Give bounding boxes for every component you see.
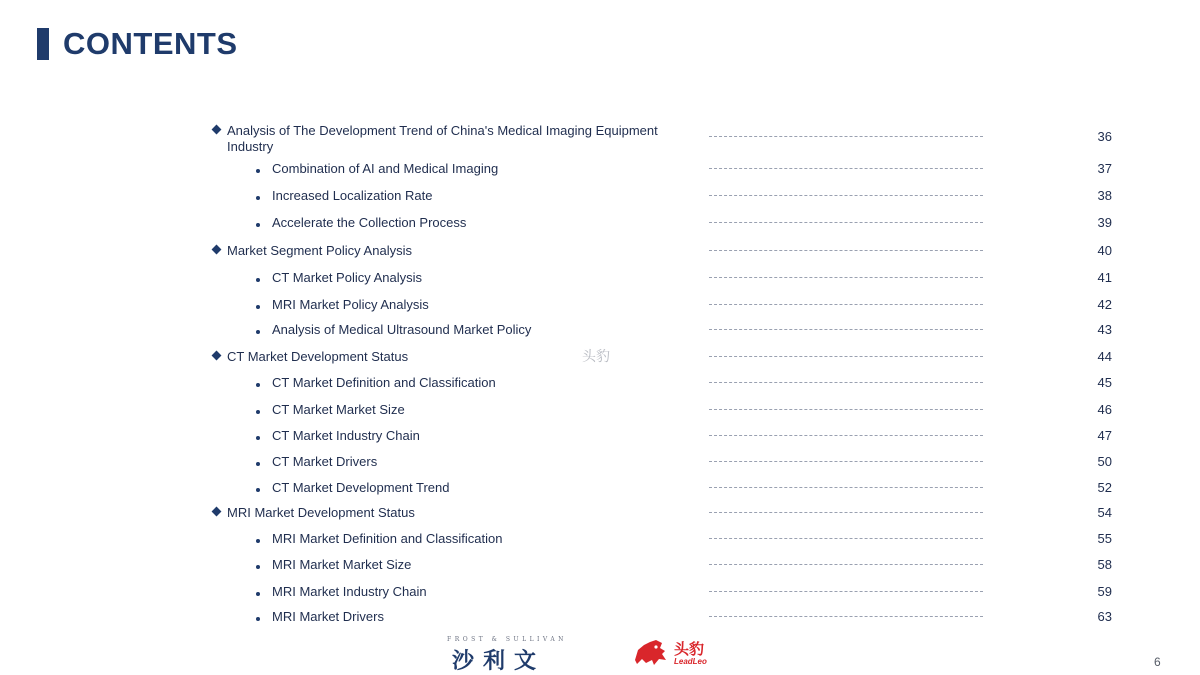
toc-entry-label: CT Market Policy Analysis: [272, 270, 423, 285]
toc-entry-label: Increased Localization Rate: [272, 188, 433, 203]
dot-bullet-icon: [256, 330, 260, 334]
toc-page-number: 37: [1097, 161, 1112, 176]
diamond-bullet-icon: [212, 507, 222, 517]
toc-page-number: 54: [1097, 505, 1112, 520]
toc-subsection-row[interactable]: [0, 584, 1200, 610]
dot-bullet-icon: [256, 462, 260, 466]
toc-page-number: 52: [1097, 480, 1112, 495]
toc-section-row[interactable]: [0, 505, 1200, 531]
toc-entry-label: MRI Market Market Size: [272, 557, 412, 572]
diamond-bullet-icon: [212, 351, 222, 361]
dot-bullet-icon: [256, 617, 260, 621]
toc-entry-label: CT Market Development Status: [227, 349, 409, 364]
page-number: 6: [1154, 655, 1161, 669]
dot-bullet-icon: [256, 565, 260, 569]
toc-subsection-row[interactable]: [0, 270, 1200, 296]
toc-entry-label: MRI Market Policy Analysis: [272, 297, 429, 312]
dotted-leader: [709, 512, 983, 513]
toc-subsection-row[interactable]: [0, 215, 1200, 241]
dot-bullet-icon: [256, 592, 260, 596]
dotted-leader: [709, 222, 983, 223]
dotted-leader: [709, 277, 983, 278]
toc-entry-label: CT Market Definition and Classification: [272, 375, 496, 390]
frost-sullivan-logo-cn: 沙利文: [452, 648, 546, 673]
dotted-leader: [709, 409, 983, 410]
toc-page-number: 39: [1097, 215, 1112, 230]
diamond-bullet-icon: [212, 245, 222, 255]
dot-bullet-icon: [256, 410, 260, 414]
dotted-leader: [709, 195, 983, 196]
toc-entry-label: Combination of AI and Medical Imaging: [272, 161, 499, 176]
toc-entry-label: Analysis of Medical Ultrasound Market Policy: [272, 322, 532, 337]
toc-subsection-row[interactable]: [0, 188, 1200, 214]
diamond-bullet-icon: [212, 125, 222, 135]
dotted-leader: [709, 538, 983, 539]
toc-subsection-row[interactable]: [0, 531, 1200, 557]
toc-entry-label: Accelerate the Collection Process: [272, 215, 467, 230]
dotted-leader: [709, 329, 983, 330]
toc-page-number: 38: [1097, 188, 1112, 203]
toc-page-number: 45: [1097, 375, 1112, 390]
toc-page-number: 47: [1097, 428, 1112, 443]
dotted-leader: [709, 616, 983, 617]
dotted-leader: [709, 382, 983, 383]
toc-page-number: 46: [1097, 402, 1112, 417]
dot-bullet-icon: [256, 539, 260, 543]
page-title: CONTENTS: [63, 26, 238, 61]
toc-entry-label: CT Market Market Size: [272, 402, 405, 417]
toc-subsection-row[interactable]: [0, 322, 1200, 348]
toc-section-row[interactable]: [0, 243, 1200, 269]
dot-bullet-icon: [256, 488, 260, 492]
toc-page-number: 41: [1097, 270, 1112, 285]
dotted-leader: [709, 250, 983, 251]
leadleo-logo-en: LeadLeo: [674, 657, 707, 666]
dotted-leader: [709, 564, 983, 565]
toc-page-number: 58: [1097, 557, 1112, 572]
dotted-leader: [709, 356, 983, 357]
toc-subsection-row[interactable]: [0, 609, 1200, 635]
toc-subsection-row[interactable]: [0, 454, 1200, 480]
dot-bullet-icon: [256, 223, 260, 227]
toc-subsection-row[interactable]: [0, 161, 1200, 187]
dot-bullet-icon: [256, 169, 260, 173]
toc-section-row[interactable]: [0, 123, 1200, 154]
toc-page-number: 59: [1097, 584, 1112, 599]
toc-page-number: 44: [1097, 349, 1112, 364]
dotted-leader: [709, 487, 983, 488]
dot-bullet-icon: [256, 196, 260, 200]
toc-entry-label: MRI Market Development Status: [227, 505, 415, 520]
dotted-leader: [709, 168, 983, 169]
toc-page-number: 55: [1097, 531, 1112, 546]
dotted-leader: [709, 435, 983, 436]
toc-entry-label: CT Market Industry Chain: [272, 428, 420, 443]
dotted-leader: [709, 304, 983, 305]
leopard-icon: [632, 638, 668, 670]
toc-entry-label: CT Market Development Trend: [272, 480, 450, 495]
toc-page-number: 42: [1097, 297, 1112, 312]
toc-page-number: 36: [1097, 129, 1112, 144]
toc-subsection-row[interactable]: [0, 480, 1200, 506]
toc-entry-label: Market Segment Policy Analysis: [227, 243, 412, 258]
leadleo-logo: [632, 636, 722, 674]
toc-entry-label: CT Market Drivers: [272, 454, 378, 469]
dot-bullet-icon: [256, 383, 260, 387]
dotted-leader: [709, 591, 983, 592]
toc-entry-label: MRI Market Definition and Classification: [272, 531, 503, 546]
watermark: 头豹: [582, 348, 610, 364]
toc-page-number: 40: [1097, 243, 1112, 258]
toc-page-number: 43: [1097, 322, 1112, 337]
toc-page-number: 50: [1097, 454, 1112, 469]
dot-bullet-icon: [256, 436, 260, 440]
toc-entry-label: Analysis of The Development Trend of China's Medical Imaging Equipment Industry: [227, 123, 658, 154]
toc-subsection-row[interactable]: [0, 402, 1200, 428]
frost-sullivan-logo-en: FROST & SULLIVAN: [447, 636, 567, 643]
toc-subsection-row[interactable]: [0, 375, 1200, 401]
dotted-leader: [709, 136, 983, 137]
toc-subsection-row[interactable]: [0, 428, 1200, 454]
toc-page-number: 63: [1097, 609, 1112, 624]
toc-entry-label: MRI Market Industry Chain: [272, 584, 427, 599]
dot-bullet-icon: [256, 278, 260, 282]
toc-subsection-row[interactable]: [0, 297, 1200, 323]
leadleo-logo-cn: 头豹: [674, 641, 705, 658]
frost-sullivan-logo: [444, 636, 570, 674]
toc-entry-label: MRI Market Drivers: [272, 609, 384, 624]
dotted-leader: [709, 461, 983, 462]
toc-subsection-row[interactable]: [0, 557, 1200, 583]
dot-bullet-icon: [256, 305, 260, 309]
